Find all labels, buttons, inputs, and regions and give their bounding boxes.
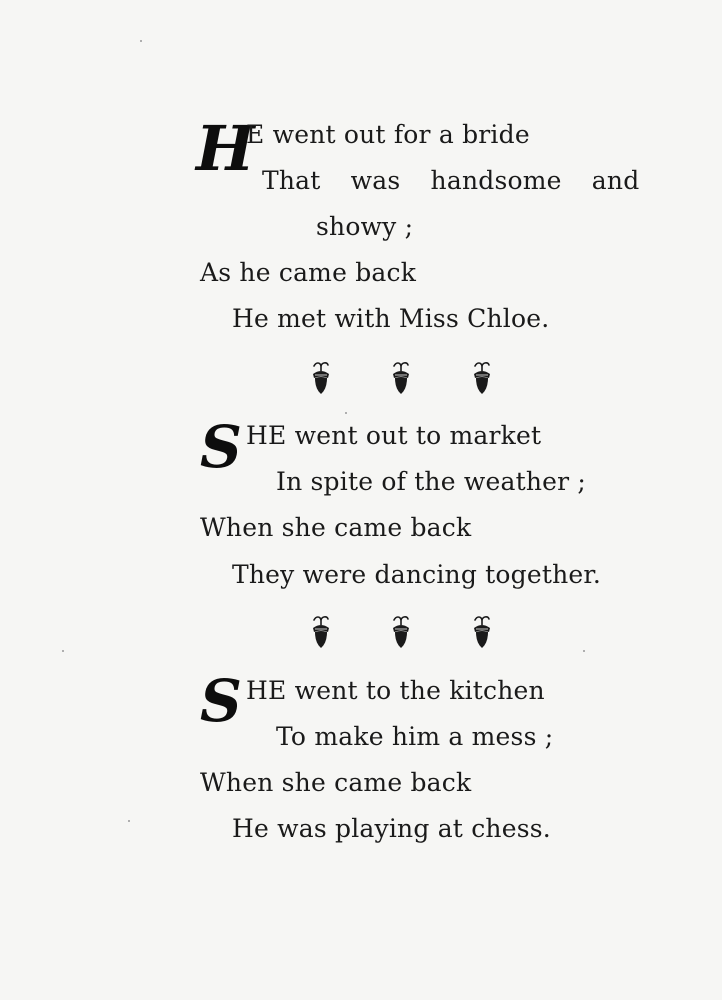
acorn-icon [390, 614, 412, 650]
stanza-1-line-3: showy ; [316, 212, 414, 241]
acorn-icon [471, 360, 493, 396]
paper-speck [583, 650, 585, 652]
acorn-icon [390, 360, 412, 396]
dropcap-h: H [196, 112, 255, 185]
dropcap-s: S [200, 667, 242, 735]
paper-speck [345, 412, 347, 414]
stanza-3-line-4: He was playing at chess. [232, 814, 551, 843]
paper-speck [62, 650, 64, 652]
stanza-1-line-2: That was handsome and [262, 166, 640, 195]
stanza-2-line-2: In spite of the weather ; [276, 467, 587, 496]
stanza-1-line-1: E went out for a bride [246, 120, 530, 149]
dropcap-s: S [200, 413, 242, 481]
paper-speck [128, 820, 130, 822]
paper-speck [140, 40, 142, 42]
stanza-3-line-1: HE went to the kitchen [246, 676, 545, 705]
stanza-1-line-5: He met with Miss Chloe. [232, 304, 550, 333]
stanza-2-line-1: HE went out to market [246, 421, 542, 450]
acorn-icon [310, 614, 332, 650]
acorn-icon [310, 360, 332, 396]
stanza-3-line-2: To make him a mess ; [276, 722, 554, 751]
stanza-3-line-3: When she came back [200, 768, 472, 797]
stanza-2-line-3: When she came back [200, 513, 472, 542]
acorn-icon [471, 614, 493, 650]
stanza-1-line-4: As he came back [200, 258, 417, 287]
stanza-2-line-4: They were dancing together. [232, 560, 601, 589]
